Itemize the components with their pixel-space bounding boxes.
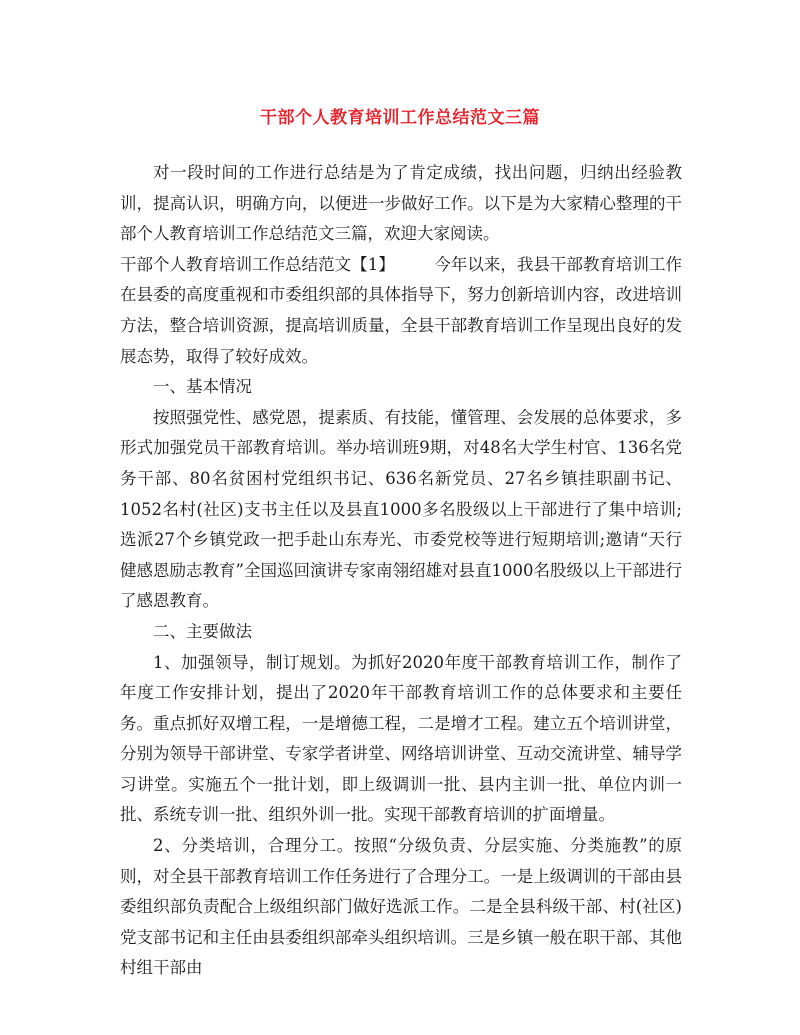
article-first-paragraph	[120, 250, 682, 372]
section-basic-paragraph: 按照强党性、感党恩，提素质、有技能，懂管理、会发展的总体要求，多形式加强党员干部教育培训。举办培训班9期，对48名大学生村官、136名党务干部、80名贫困村党组织书记、636名新党员、27名乡镇挂职副书记、1052名村(社区)支书主任以及县直1000多名股级以上干部进行了集中培训;选派27个乡镇党政一把手赴山东寿光、市委党校等进行短期培训;邀请“天行健感恩励志教育”全国巡回演讲专家南翎绍雄对县直1000名股级以上干部进行了感恩教育。	[120, 407, 682, 611]
methods-paragraph-2: 2、分类培训，合理分工。按照“分级负责、分层实施、分类施教”的原则，对全县干部教育培训工作任务进行了合理分工。一是上级调训的干部由县委组织部负责配合上级组织部门做好选派工作。二是全县科级干部、村(社区)党支部书记和主任由县委组织部牵头组织培训。三是乡镇一般在职干部、其他村组干部由	[120, 836, 682, 978]
intro-paragraph: 对一段时间的工作进行总结是为了肯定成绩，找出问题，归纳出经验教训，提高认识，明确方向，以便进一步做好工作。以下是为大家精心整理的干部个人教育培训工作总结范文三篇，欢迎大家阅读。	[120, 163, 682, 244]
document-body	[120, 158, 682, 984]
document-title: 干部个人教育培训工作总结范文三篇	[260, 108, 540, 128]
section-title-methods: 二、主要做法	[153, 621, 252, 641]
section-title-basic: 一、基本情况	[153, 377, 252, 397]
article-heading: 干部个人教育培训工作总结范文【1】	[120, 254, 395, 274]
article-intro: 今年以来，我县干部教育培训工作在县委的高度重视和市委组织部的具体指导下，努力创新培训内容，改进培训方法，整合培训资源，提高培训质量，全县干部教育培训工作呈现出良好的发展态势，取得了较好成效。	[120, 254, 683, 366]
methods-paragraph-1: 1、加强领导，制订规划。为抓好2020年度干部教育培训工作，制作了年度工作安排计划，提出了2020年干部教育培训工作的总体要求和主要任务。重点抓好双增工程，一是增德工程，二是增才工程。建立五个培训讲堂，分别为领导干部讲堂、专家学者讲堂、网络培训讲堂、互动交流讲堂、辅导学习讲堂。实施五个一批计划，即上级调训一批、县内主训一批、单位内训一批、系统专训一批、组织外训一批。实现干部教育培训的扩面增量。	[120, 652, 682, 825]
